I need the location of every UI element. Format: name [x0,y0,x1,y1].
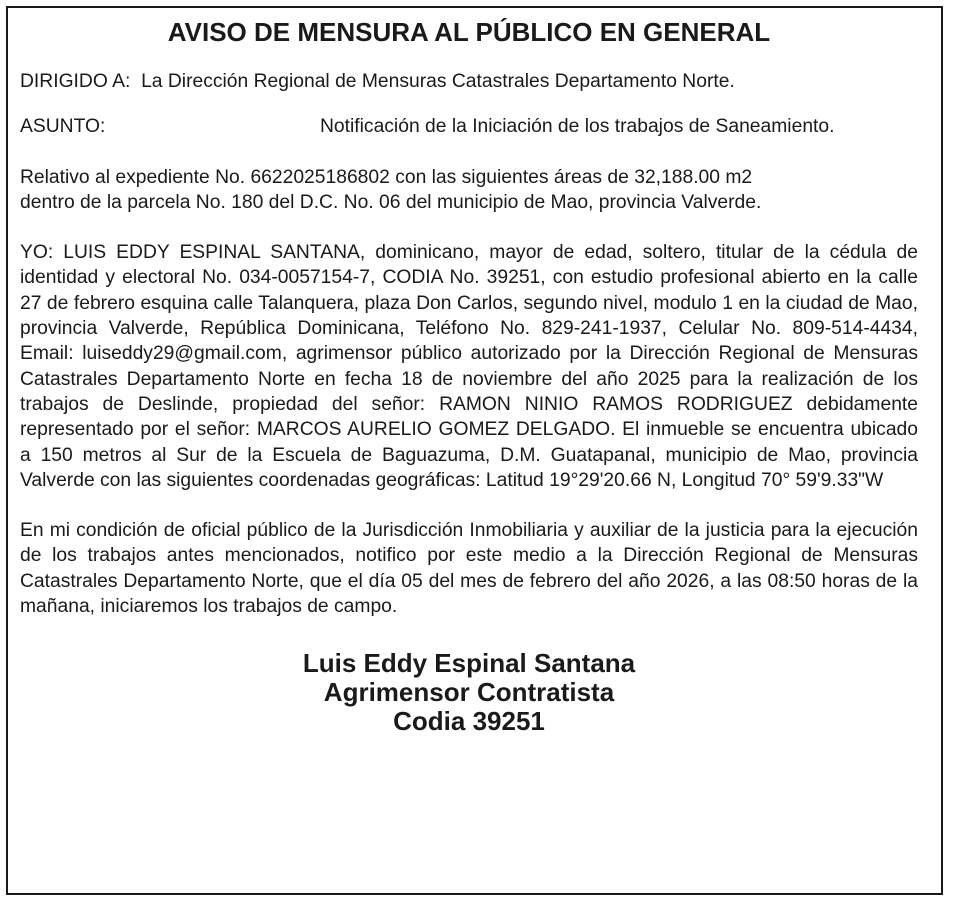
asunto-paragraph [20,114,918,139]
relativo-paragraph [20,165,918,216]
signature-codia: Codia 39251 [393,706,545,737]
dirigido-label: DIRIGIDO A: [20,71,131,92]
notice-document [20,15,918,736]
notice-title: AVISO DE MENSURA AL PÚBLICO EN GENERAL [167,17,771,47]
signature-block [20,649,918,736]
relativo-line-1: Relativo al expediente No. 6622025186802 con las siguientes áreas de 32,188.00 m2 [20,166,753,188]
dirigido-paragraph [20,69,918,94]
dirigido-text: La Dirección Regional de Mensuras Catastrales Departamento Norte. [141,71,735,92]
asunto-text: Notificación de la Iniciación de los trabajos de Saneamiento. [320,116,835,138]
asunto-label: ASUNTO: [20,116,106,138]
notification-paragraph: En mi condición de oficial público de la Jurisdicción Inmobiliaria y auxiliar de la justicia para la ejecución de los trabajos antes mencionados, notifico por este medio a la Dirección Regional de Mensuras Catastrales Departamento Norte, que el día 05 del mes de febrero del año 2026, a las 08:50 horas de la mañana, iniciaremos los trabajos de campo. [20,520,918,618]
surveyor-declaration-paragraph: YO: LUIS EDDY ESPINAL SANTANA, dominicano, mayor de edad, soltero, titular de la cédula de identidad y electoral No. 034-0057154-7, CODIA No. 39251, con estudio profesional abierto en la calle 27 de febrero esquina calle Talanquera, plaza Don Carlos, segundo nivel, modulo 1 en la ciudad de Mao, provincia Valverde, República Dominicana, Teléfono No. 829-241-1937, Celular No. 809-514-4434, Email: luiseddy29@gmail.com, agrimensor público autorizado por la Dirección Regional de Mensuras Catastrales Departamento Norte en fecha 18 de noviembre del año 2025 para la realización de los trabajos de Deslinde, propiedad del señor: RAMON NINIO RAMOS RODRIGUEZ debidamente representado por el señor: MARCOS AURELIO GOMEZ DELGADO. El inmueble se encuentra ubicado a 150 metros al Sur de la Escuela de Baguazuma, D.M. Guatapanal, municipio de Mao, provincia Valverde con las siguientes coordenadas geográficas: Latitud 19°29'20.66 N, Longitud 70° 59'9.33"W [20,242,918,491]
relativo-line-2: dentro de la parcela No. 180 del D.C. No. 06 del municipio de Mao, provincia Valverde. [20,191,762,213]
signature-name: Luis Eddy Espinal Santana [302,648,636,679]
signature-role: Agrimensor Contratista [323,677,615,708]
